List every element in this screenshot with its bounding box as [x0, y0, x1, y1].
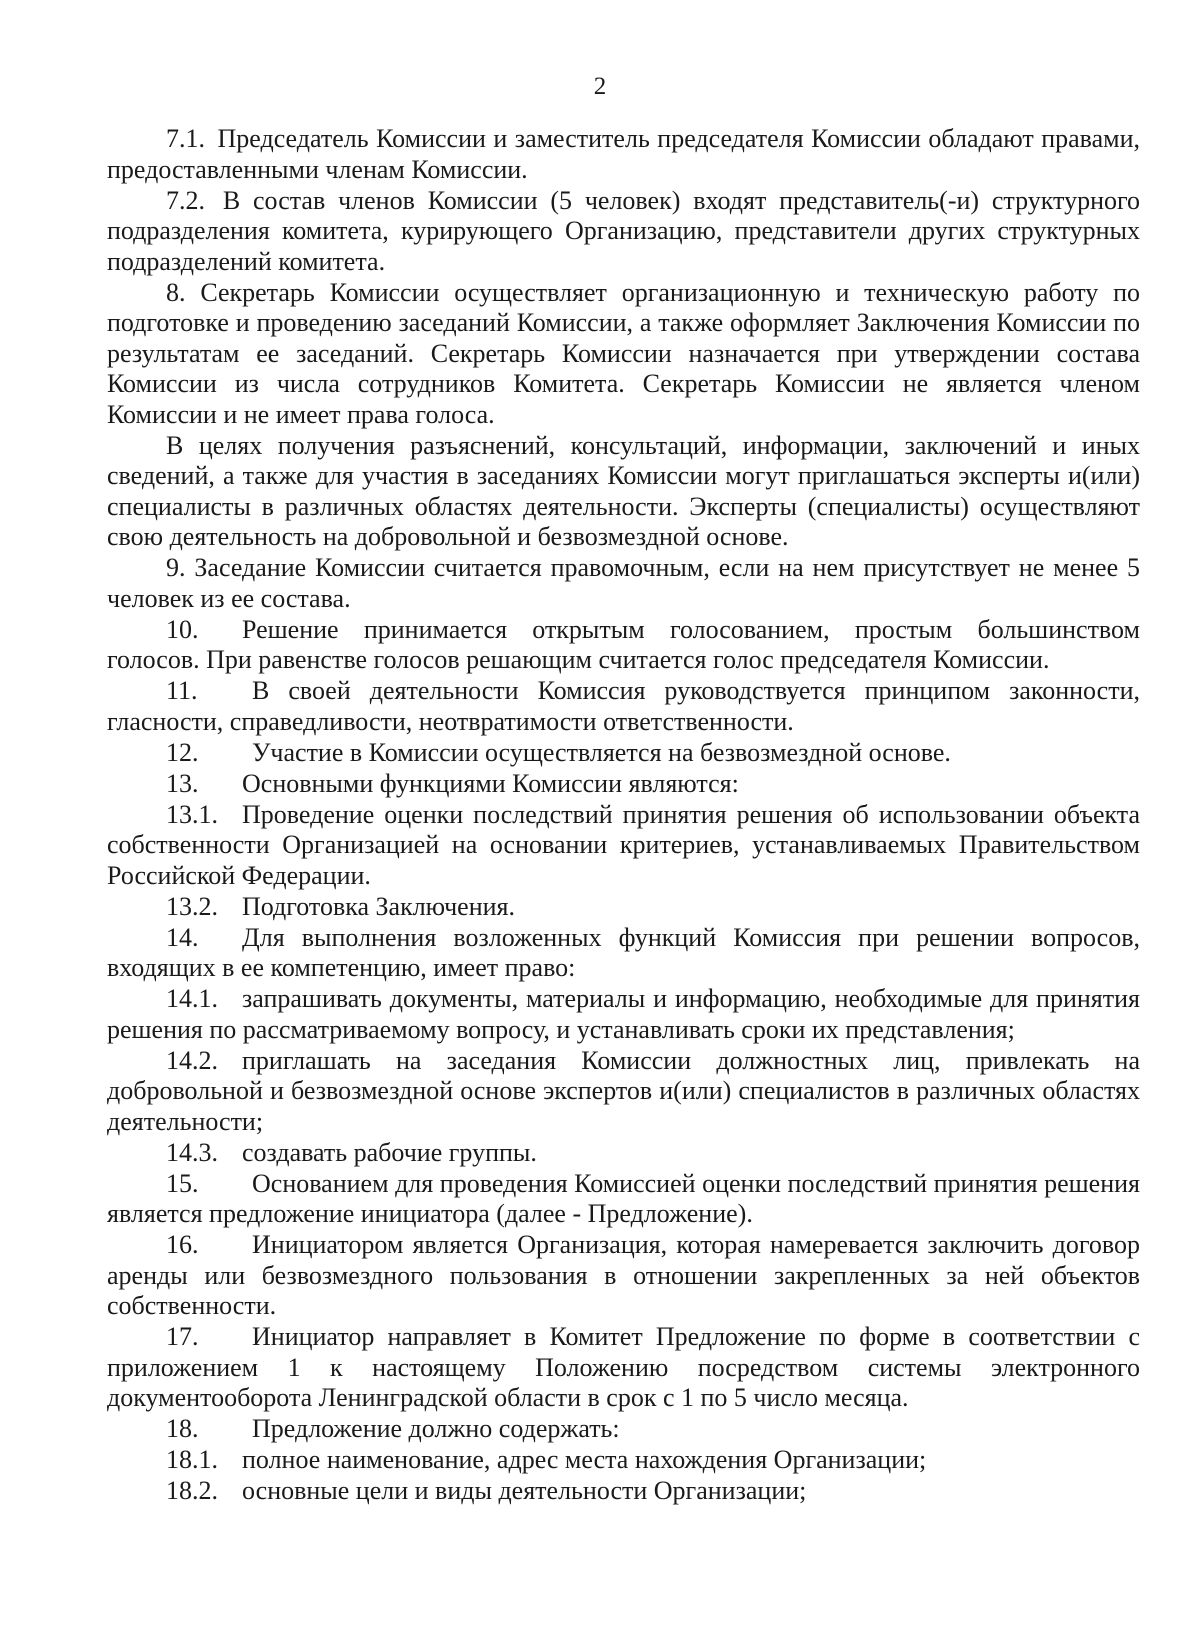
paragraph-number: 14.1.: [166, 984, 218, 1013]
paragraph-13: [107, 769, 1140, 800]
paragraph-text: Заседание Комиссии считается правомочным, если на нем присутствует не менее 5 человек из ее состава.: [107, 553, 1140, 613]
paragraph-text: Основными функциями Комиссии являются:: [242, 768, 739, 798]
paragraph-13-1: [107, 800, 1140, 892]
paragraph-text: создавать рабочие группы.: [242, 1137, 537, 1167]
paragraph-number: 16.: [166, 1230, 199, 1259]
paragraph-7-2: [107, 186, 1140, 278]
paragraph-text: Секретарь Комиссии осуществляет организационную и техническую работу по подготовке и проведению заседаний Комиссии, а также оформляет Заключения Комиссии по результатам ее заседаний. Секретарь Комиссии назначается при утверждении состава Комиссии из числа сотрудников Комитета. Секретарь Комиссии не является членом Комиссии и не имеет права голоса.: [107, 277, 1141, 429]
paragraph-number: 18.2.: [166, 1476, 218, 1505]
paragraph-number: 7.1.: [166, 124, 205, 153]
paragraph-number: 17.: [166, 1322, 199, 1351]
paragraph-7-1: [107, 124, 1140, 185]
paragraph-number: 15.: [166, 1168, 199, 1198]
paragraph-number: 14.: [166, 922, 199, 952]
paragraph-17: [107, 1322, 1140, 1414]
paragraph-8-experts: [107, 431, 1140, 553]
paragraph-text: Предложение должно содержать:: [252, 1414, 620, 1443]
paragraph-text: Инициатор направляет в Комитет Предложение по форме в соответствии с приложением 1 к настоящему Положению посредством системы электронного документооборота Ленинградской области в срок с 1 по 5 число месяца.: [107, 1322, 1140, 1412]
paragraph-number: 9.: [166, 553, 186, 582]
paragraph-15: [107, 1169, 1140, 1230]
paragraph-14-3: [107, 1138, 1140, 1169]
paragraph-text: В целях получения разъяснений, консультаций, информации, заключений и иных сведений, а также для участия в заседаниях Комиссии могут приглашаться эксперты и(или) специалисты в различных областях деятельности. Эксперты (специалисты) осуществляют свою деятельность на добровольной и безвозмездной основе.: [107, 430, 1140, 551]
paragraph-number: 8.: [166, 277, 186, 307]
document-body: [107, 124, 1140, 1507]
paragraph-number: 13.: [166, 768, 199, 798]
paragraph-number: 12.: [166, 737, 199, 767]
paragraph-text: Инициатором является Организация, которая намеревается заключить договор аренды или безвозмездного пользования в отношении закрепленных за ней объектов собственности.: [107, 1230, 1140, 1320]
paragraph-number: 11.: [166, 676, 198, 705]
paragraph-number: 18.1.: [166, 1445, 218, 1474]
page-number: 2: [593, 73, 607, 100]
paragraph-number: 13.1.: [166, 799, 218, 829]
paragraph-text: Подготовка Заключения.: [242, 891, 516, 921]
paragraph-text: запрашивать документы, материалы и информацию, необходимые для принятия решения по рассматриваемому вопросу, и устанавливать сроки их представления;: [107, 984, 1140, 1044]
paragraph-text: Для выполнения возложенных функций Комиссия при решении вопросов, входящих в ее компетенцию, имеет право:: [107, 922, 1140, 982]
paragraph-text: Председатель Комиссии и заместитель председателя Комиссии обладают правами, предоставленными членам Комиссии.: [107, 124, 1141, 184]
paragraph-14-1: [107, 984, 1140, 1045]
paragraph-18-1: [107, 1445, 1140, 1476]
paragraph-14: [107, 923, 1140, 984]
paragraph-10: [107, 615, 1140, 676]
paragraph-number: 14.2.: [166, 1045, 218, 1075]
paragraph-text: Основанием для проведения Комиссией оценки последствий принятия решения является предложение инициатора (далее - Предложение).: [107, 1168, 1140, 1228]
paragraph-8: [107, 278, 1140, 431]
paragraph-11: [107, 676, 1140, 737]
paragraph-14-2: [107, 1046, 1140, 1138]
paragraph-9: [107, 553, 1140, 614]
paragraph-text: полное наименование, адрес места нахождения Организации;: [242, 1445, 927, 1474]
paragraph-number: 10.: [166, 614, 199, 644]
paragraph-text: Проведение оценки последствий принятия решения об использовании объекта собственности Организацией на основании критериев, устанавливаемых Правительством Российской Федерации.: [107, 799, 1140, 890]
paragraph-text: основные цели и виды деятельности Организации;: [242, 1476, 807, 1505]
paragraph-number: 18.: [166, 1414, 199, 1443]
paragraph-12: [107, 738, 1140, 769]
paragraph-text: приглашать на заседания Комиссии должностных лиц, привлекать на добровольной и безвозмездной основе экспертов и(или) специалистов в различных областях деятельности;: [107, 1045, 1140, 1136]
paragraph-text: В своей деятельности Комиссия руководствуется принципом законности, гласности, справедливости, неотвратимости ответственности.: [107, 676, 1140, 736]
paragraph-16: [107, 1230, 1140, 1322]
paragraph-text: В состав членов Комиссии (5 человек) входят представитель(-и) структурного подразделения комитета, курирующего Организацию, представители других структурных подразделений комитета.: [107, 185, 1141, 276]
paragraph-number: 7.2.: [166, 185, 205, 215]
paragraph-13-2: [107, 892, 1140, 923]
paragraph-number: 13.2.: [166, 891, 218, 921]
paragraph-18: [107, 1414, 1140, 1445]
paragraph-text: Решение принимается открытым голосованием, простым большинством голосов. При равенстве голосов решающим считается голос председателя Комиссии.: [107, 614, 1140, 674]
paragraph-number: 14.3.: [166, 1137, 218, 1167]
paragraph-text: Участие в Комиссии осуществляется на безвозмездной основе.: [252, 737, 951, 767]
paragraph-18-2: [107, 1476, 1140, 1507]
